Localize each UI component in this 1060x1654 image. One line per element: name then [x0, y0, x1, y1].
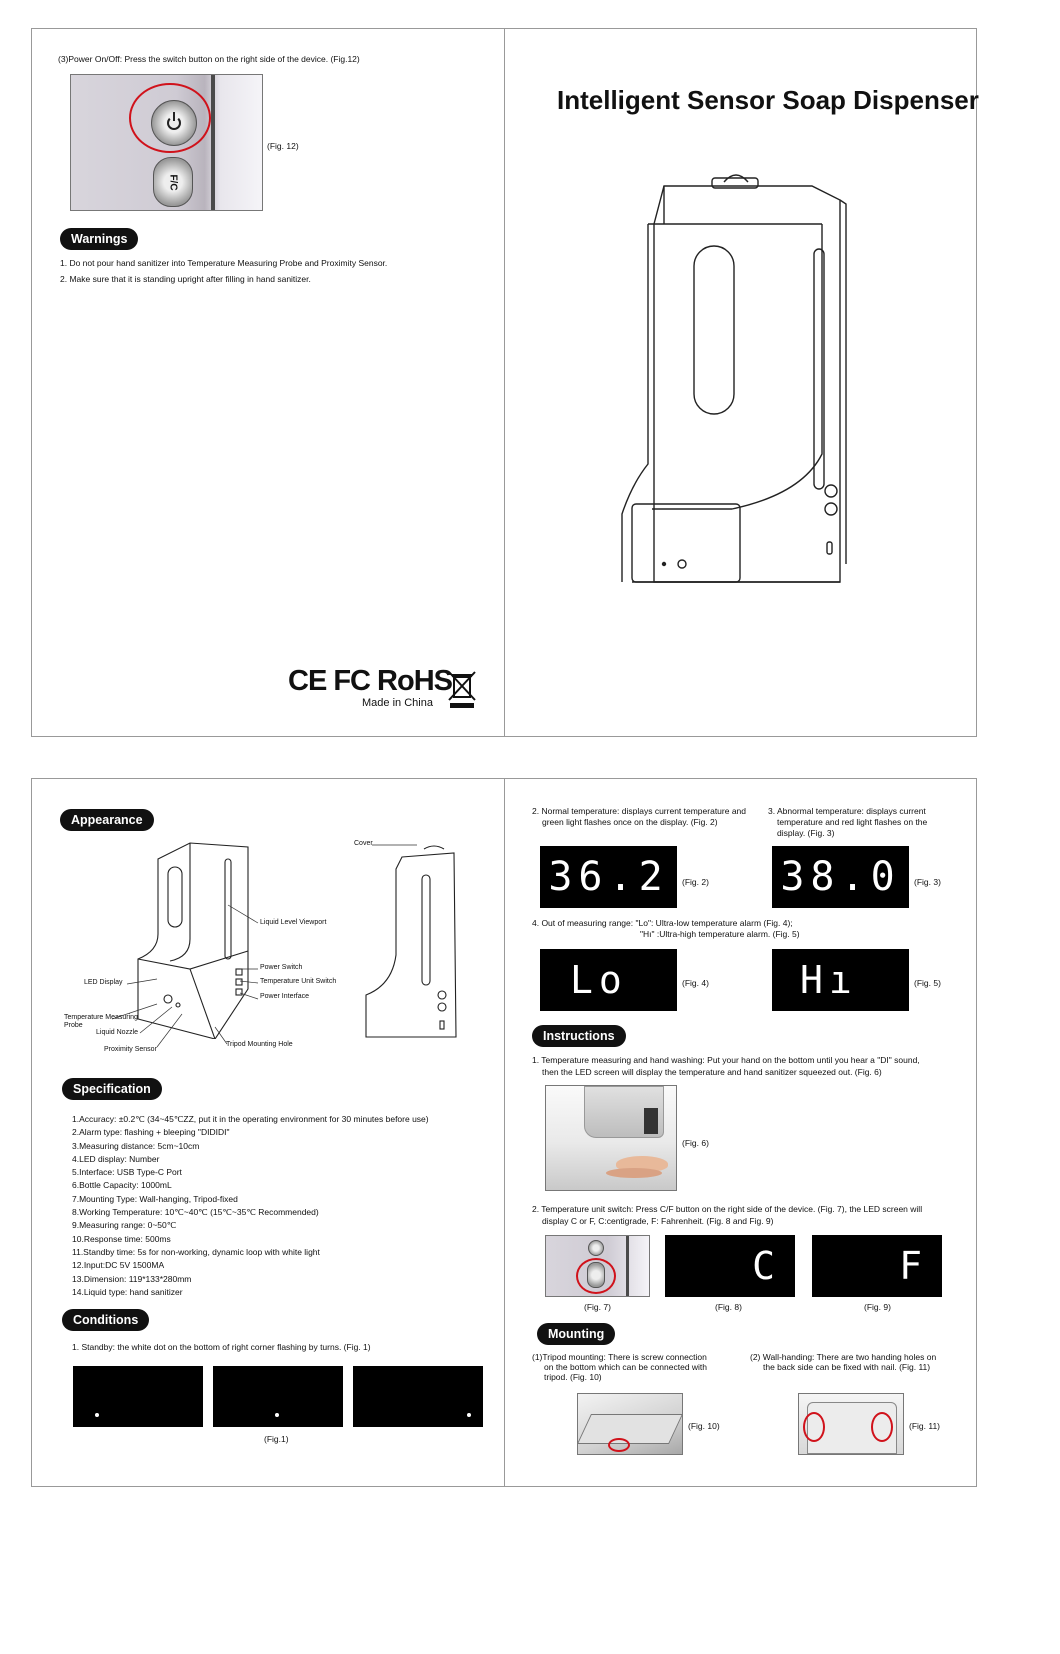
instruction-1-line-1: 1. Temperature measuring and hand washing: Put your hand on the bottom until you hear a "DI" sound, [532, 1055, 920, 1065]
lcd-normal-temp [540, 846, 677, 908]
tripod-text-3: tripod. (Fig. 10) [544, 1372, 602, 1382]
warning-2: 2. Make sure that it is standing upright after filling in hand sanitizer. [60, 274, 311, 284]
lcd-value: C [752, 1244, 781, 1288]
power-button-photo [70, 74, 263, 211]
standby-display-2 [213, 1366, 343, 1427]
fig8-caption: (Fig. 8) [715, 1302, 742, 1312]
standby-display-1 [73, 1366, 203, 1427]
label-power-interface: Power Interface [260, 993, 310, 1000]
instructions-heading: Instructions [532, 1025, 626, 1047]
mounting-heading: Mounting [537, 1323, 615, 1345]
instruction-2-line-2: display C or F, C:centigrade, F: Fahrenheit. (Fig. 8 and Fig. 9) [542, 1216, 774, 1226]
hand-washing-photo [545, 1085, 677, 1191]
warnings-heading: Warnings [60, 228, 138, 250]
fig9-caption: (Fig. 9) [864, 1302, 891, 1312]
fc-button [153, 157, 193, 207]
label-liquid-level: Liquid Level Viewport [260, 919, 327, 926]
range-text-2: "Hı" :Ultra-high temperature alarm. (Fig. 5) [640, 929, 800, 939]
label-temp-probe-2: Probe [64, 1022, 83, 1029]
standby-display-3 [353, 1366, 483, 1427]
standby-text: 1. Standby: the white dot on the bottom of right corner flashing by turns. (Fig. 1) [72, 1342, 371, 1352]
fig4-caption: (Fig. 4) [682, 978, 709, 988]
highlight-circle [576, 1258, 616, 1294]
fig5-caption: (Fig. 5) [914, 978, 941, 988]
spec-item: 1.Accuracy: ±0.2℃ (34~45℃ZZ, put it in the operating environment for 30 minutes before use) [72, 1114, 429, 1124]
tripod-mount-photo [577, 1393, 683, 1455]
highlight-circle [608, 1438, 630, 1452]
spec-item: 8.Working Temperature: 10℃~40℃ (15℃~35℃ Recommended) [72, 1207, 319, 1218]
label-proximity-sensor: Proximity Sensor [104, 1046, 157, 1053]
standby-dot [467, 1413, 471, 1417]
fig3-caption: (Fig. 3) [914, 877, 941, 887]
lcd-celsius [665, 1235, 795, 1297]
lcd-fahrenheit [812, 1235, 942, 1297]
spec-item: 3.Measuring distance: 5cm~10cm [72, 1140, 200, 1151]
abnormal-temp-text-3: display. (Fig. 3) [777, 828, 835, 838]
unit-switch-photo [545, 1235, 650, 1297]
label-cover: Cover [354, 840, 373, 847]
label-power-switch: Power Switch [260, 964, 303, 971]
abnormal-temp-text-1: 3. Abnormal temperature: displays current [768, 806, 926, 816]
lcd-hi [772, 949, 909, 1011]
label-led-display: LED Display [84, 979, 123, 986]
spec-item: 4.LED display: Number [72, 1153, 160, 1164]
instruction-2-line-1: 2. Temperature unit switch: Press C/F button on the right side of the device. (Fig. 7), the LED screen will [532, 1204, 923, 1214]
lcd-abnormal-temp [772, 846, 909, 908]
spec-item: 6.Bottle Capacity: 1000mL [72, 1180, 172, 1191]
fig7-caption: (Fig. 7) [584, 1302, 611, 1312]
fc-label: F/C [167, 173, 179, 191]
fig6-caption: (Fig. 6) [682, 1138, 709, 1148]
page-fold [504, 29, 505, 736]
fig1-caption: (Fig.1) [264, 1434, 289, 1444]
spec-item: 5.Interface: USB Type-C Port [72, 1167, 182, 1178]
instruction-1-line-2: then the LED screen will display the temperature and hand sanitizer squeezed out. (Fig. 6) [542, 1067, 882, 1077]
tripod-text-2: on the bottom which can be connected with [544, 1362, 708, 1372]
made-in-label: Made in China [362, 697, 433, 709]
fig2-caption: (Fig. 2) [682, 877, 709, 887]
page-fold [504, 779, 505, 1486]
spec-item: 12.Input:DC 5V 1500MA [72, 1260, 165, 1271]
wall-text-2: the back side can be fixed with nail. (Fig. 11) [763, 1362, 931, 1372]
fig12-caption: (Fig. 12) [267, 141, 299, 151]
fig11-caption: (Fig. 11) [909, 1421, 941, 1431]
spec-item: 11.Standby time: 5s for non-working, dynamic loop with white light [72, 1246, 320, 1257]
warning-1: 1. Do not pour hand sanitizer into Temperature Measuring Probe and Proximity Sensor. [60, 258, 388, 268]
conditions-heading: Conditions [62, 1309, 149, 1331]
appearance-heading: Appearance [60, 809, 154, 831]
fig10-caption: (Fig. 10) [688, 1421, 720, 1431]
weee-bin-icon [446, 669, 478, 709]
lcd-value: F [899, 1244, 928, 1288]
lcd-value: 38.0 [780, 854, 901, 900]
normal-temp-text-2: green light flashes once on the display. (Fig. 2) [542, 817, 718, 827]
spec-item: 13.Dimension: 119*133*280mm [72, 1273, 192, 1284]
standby-dot [95, 1413, 99, 1417]
spec-item: 14.Liquid type: hand sanitizer [72, 1286, 183, 1297]
certification-marks: CE FC RoHS [288, 665, 452, 697]
lcd-lo [540, 949, 677, 1011]
manual-sheet-inner [31, 778, 977, 1487]
power-instruction: (3)Power On/Off: Press the switch button on the right side of the device. (Fig.12) [58, 54, 360, 64]
wall-mount-photo [798, 1393, 904, 1455]
dispenser-illustration [612, 164, 848, 594]
spec-item: 7.Mounting Type: Wall-hanging, Tripod-fixed [72, 1193, 238, 1204]
spec-item: 10.Response time: 500ms [72, 1233, 171, 1244]
label-liquid-nozzle: Liquid Nozzle [96, 1029, 139, 1036]
spec-item: 9.Measuring range: 0~50℃ [72, 1220, 177, 1231]
spec-list [72, 1113, 429, 1299]
specification-heading: Specification [62, 1078, 162, 1100]
lcd-value: Hı [800, 958, 858, 1002]
hanging-hole-right [871, 1412, 893, 1442]
highlight-circle [129, 83, 211, 153]
cover-title: Intelligent Sensor Soap Dispenser [557, 85, 979, 115]
label-temp-probe-1: Temperature Measuring [64, 1014, 138, 1021]
tripod-text-1: (1)Tripod mounting: There is screw connection [532, 1352, 707, 1362]
standby-dot [275, 1413, 279, 1417]
normal-temp-text-1: 2. Normal temperature: displays current temperature and [532, 806, 747, 816]
spec-item: 2.Alarm type: flashing + bleeping "DIDIDI" [72, 1127, 230, 1138]
abnormal-temp-text-2: temperature and red light flashes on the [777, 817, 928, 827]
label-tripod-hole: Tripod Mounting Hole [226, 1041, 293, 1048]
wall-text-1: (2) Wall-handing: There are two handing holes on [750, 1352, 937, 1362]
label-temp-unit-switch: Temperature Unit Switch [260, 978, 337, 985]
lcd-value: Lo [570, 958, 628, 1002]
range-text-1: 4. Out of measuring range: "Lo": Ultra-low temperature alarm (Fig. 4); [532, 918, 793, 928]
lcd-value: 36.2 [548, 854, 669, 900]
hanging-hole-left [803, 1412, 825, 1442]
manual-sheet-front [31, 28, 977, 737]
